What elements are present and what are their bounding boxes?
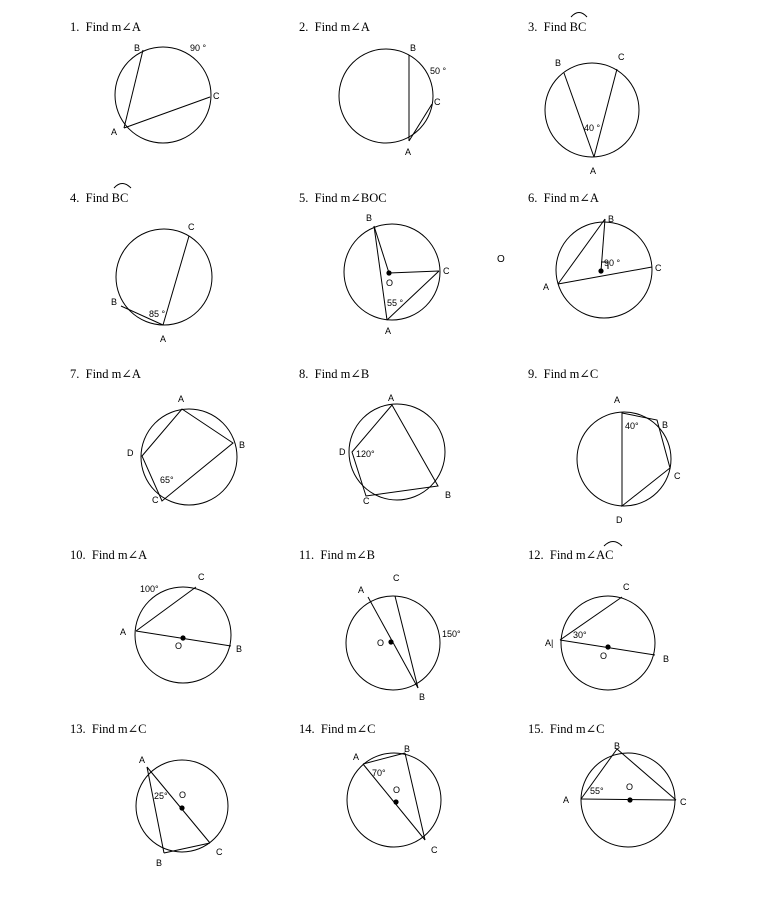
point-label-o: O [377,638,385,648]
stray-label-o: O [497,254,505,265]
problem-7-heading: 7. Find m∠A [70,367,141,381]
point-label-a: A [139,755,146,765]
problem-9-heading: 9. Find m∠C [528,367,599,381]
figure-problem-14 [347,744,441,855]
point-label-c: C [680,797,687,807]
point-label-c: C [434,97,441,107]
figure-problem-8 [339,393,451,506]
center-point [180,635,185,640]
point-label-a: A [405,147,412,157]
center-point [627,797,632,802]
point-label-o: O [600,651,608,661]
given-value: 90 ° [190,43,207,53]
center-point [598,268,603,273]
problem-2-heading: 2. Find m∠A [299,20,370,34]
point-label-c: C [216,847,223,857]
point-label-c: C [655,263,662,273]
point-label-b: B [410,43,417,53]
figure-problem-9 [577,395,681,525]
point-label-c: C [213,91,220,101]
given-value: 65° [160,475,174,485]
problem-13-heading: 13. Find m∠C [70,722,147,736]
given-value: 150° [442,629,461,639]
figure-problem-3 [545,52,639,176]
figure-problem-4 [111,222,212,344]
point-label-a: A [178,394,185,404]
point-label-c: C [188,222,195,232]
arc-mark-problem-12 [604,542,622,547]
point-label-a: A [543,282,550,292]
point-label-c: C [198,572,205,582]
center-point [386,270,391,275]
problem-6-heading: 6. Find m∠A [528,191,599,205]
given-value: 30° [573,630,587,640]
point-label-c: C [431,845,438,855]
point-label-a: A [358,585,365,595]
figure-problem-7 [127,394,245,505]
center-point [179,805,184,810]
point-label-a: A [353,752,360,762]
point-label-b: B [239,440,246,450]
problem-10-heading: 10. Find m∠A [70,548,148,562]
figure-problem-10 [120,572,242,683]
center-point [388,639,393,644]
given-value: 100° [140,584,159,594]
point-label-b: B [608,214,615,224]
point-label-o: O [393,785,401,795]
point-label-d: D [616,515,623,525]
point-label-c: C [674,471,681,481]
figure-problem-5 [344,213,450,336]
point-label-o: O [175,641,183,651]
given-value: 25° [154,791,168,801]
point-label-d: D [339,447,346,457]
figure-problem-2 [339,43,447,157]
point-label-a: A [563,795,570,805]
point-label-b: B [236,644,243,654]
point-label-d: D [127,448,134,458]
given-value: 55° [590,786,604,796]
point-label-c: C [152,495,159,505]
arc-mark-problem-4 [114,184,131,189]
point-label-c: C [363,496,370,506]
point-label-b: B [111,297,118,307]
point-label-b: B [662,420,669,430]
point-label-b: B [445,490,452,500]
given-value: 55 ° [387,298,404,308]
problem-1-heading: 1. Find m∠A [70,20,141,34]
problem-14-heading: 14. Find m∠C [299,722,376,736]
point-label-b: B [366,213,373,223]
given-value: 70° [372,768,386,778]
point-label-b: B [419,692,426,702]
point-label-a: A| [545,638,554,648]
point-label-a: A [388,393,395,403]
point-label-a: A [120,627,127,637]
point-label-b: B [134,43,141,53]
point-label-o: O [386,278,394,288]
problem-5-heading: 5. Find m∠BOC [299,191,387,205]
given-value: 90 ° [604,258,621,268]
figure-problem-11 [346,573,461,702]
point-label-a: A [614,395,621,405]
arc-mark-problem-3 [571,13,587,18]
point-label-c: C [623,582,630,592]
point-label-b: B [156,858,163,868]
point-label-b: B [663,654,670,664]
point-label-o: O [626,782,634,792]
point-label-c: C [443,266,450,276]
center-point [393,799,398,804]
point-label-o: O [179,790,187,800]
point-label-c: C [393,573,400,583]
point-label-b: B [404,744,411,754]
point-label-a: A [590,166,597,176]
figure-problem-13 [136,755,228,868]
figure-problem-12 [545,582,669,690]
figure-problem-15 [563,741,687,847]
center-point [605,644,610,649]
problem-8-heading: 8. Find m∠B [299,367,370,381]
figure-problem-1 [111,43,220,143]
given-value: 120° [356,449,375,459]
problem-15-heading: 15. Find m∠C [528,722,605,736]
point-label-c: C [618,52,625,62]
problem-12-heading: 12. Find m∠AC [528,548,614,562]
given-value: 40° [625,421,639,431]
point-label-a: A [160,334,167,344]
point-label-b: B [555,58,562,68]
given-value: 85 ° [149,309,166,319]
given-value: 40 ° [584,123,601,133]
problem-3-heading: 3. Find BC [528,20,587,34]
problem-4-heading: 4. Find BC [70,191,129,205]
point-label-a: A [111,127,118,137]
problem-11-heading: 11. Find m∠B [299,548,376,562]
point-label-a: A [385,326,392,336]
figure-problem-6 [543,214,662,318]
point-label-b: B [614,741,621,751]
given-value: 50 ° [430,66,447,76]
